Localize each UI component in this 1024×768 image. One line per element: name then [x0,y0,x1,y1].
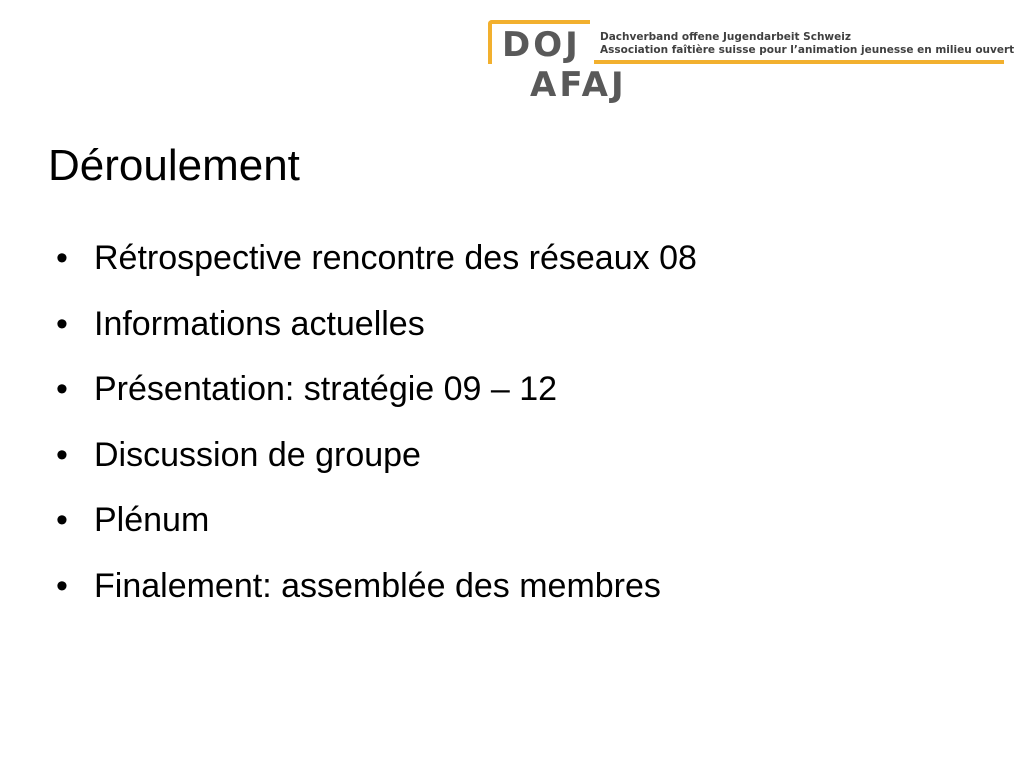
bullet-icon: • [56,304,68,343]
agenda-item-text: Présentation: stratégie 09 – 12 [94,370,558,408]
agenda-item [56,429,697,495]
agenda-item-text: Informations actuelles [94,304,425,343]
agenda-list [56,232,697,625]
logo-tagline-german: Dachverband offene Jugendarbeit Schweiz [600,31,851,43]
bullet-icon: • [56,370,68,408]
bullet-icon: • [56,239,68,277]
logo-tagline-french: Association faîtière suisse pour l’animation jeunesse en milieu ouvert [600,44,1015,56]
logo-mark-top: DOJ [502,25,581,65]
logo-mark-bottom: AFAJ [530,65,627,105]
logo-underline-shape [594,60,1004,64]
agenda-item-text: Rétrospective rencontre des réseaux 08 [94,239,697,277]
bullet-icon: • [56,501,68,539]
slide-title: Déroulement [48,141,300,190]
agenda-item [56,363,697,429]
bullet-icon: • [56,435,68,474]
agenda-item-text: Discussion de groupe [94,435,421,474]
agenda-item [56,298,697,364]
agenda-item-text: Plénum [94,501,210,539]
bullet-icon: • [56,566,68,605]
agenda-item [56,494,697,560]
agenda-item [56,560,697,626]
agenda-item-text: Finalement: assemblée des membres [94,566,661,605]
organization-logo [488,20,1015,106]
agenda-item [56,232,697,298]
